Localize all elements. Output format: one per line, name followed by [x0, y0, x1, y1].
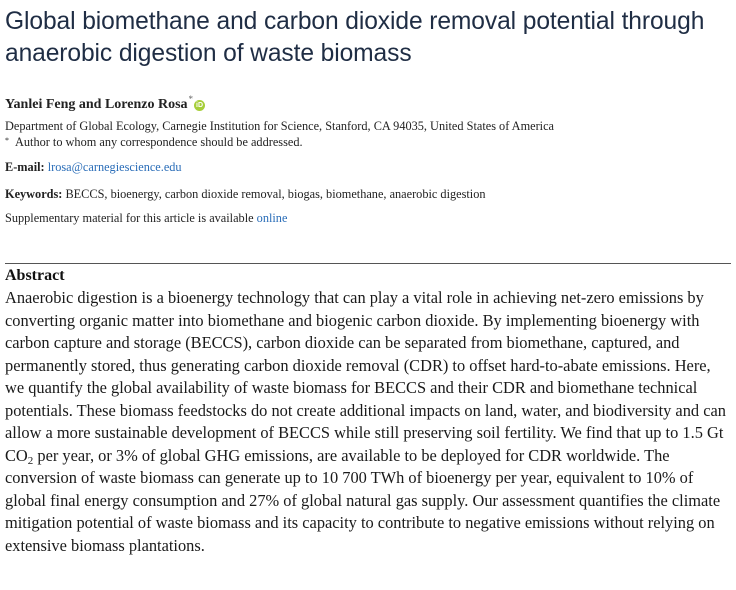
- keywords: [5, 187, 486, 202]
- correspondence-note: [5, 135, 303, 150]
- section-divider: [5, 263, 731, 264]
- correspondence-text: Author to whom any correspondence should be addressed.: [15, 135, 303, 149]
- email-link[interactable]: lrosa@carnegiescience.edu: [47, 160, 182, 174]
- article-title: Global biomethane and carbon dioxide removal potential through anaerobic digestion of waste biomass: [5, 8, 705, 67]
- supplementary-text: Supplementary material for this article is available: [5, 211, 254, 225]
- supplementary-note: [5, 211, 287, 226]
- keywords-list: BECCS, bioenergy, carbon dioxide removal, biogas, biomethane, anaerobic digestion: [65, 187, 486, 201]
- abstract-part-1: Anaerobic digestion is a bioenergy technology that can play a vital role in achieving net-zero emissions by converting organic matter into biomethane and biogenic carbon dioxide. By implementing bioenergy with carbon capture and storage (BECCS), carbon dioxide can be separated from biomethane, captured, and permanently stored, thus generating carbon dioxide removal (CDR) to offset hard-to-abate emissions. Here, we quantify the global availability of waste biomass for BECCS and their CDR and biomethane technical potentials. These biomass feedstocks do not create additional impacts on land, water, and biodiversity and can allow a more sustainable development of BECCS while still preserving soil fertility. We find that up to 1.5 Gt CO: [5, 288, 726, 465]
- co2-subscript: 2: [27, 454, 34, 467]
- email-label: E-mail:: [5, 160, 45, 174]
- abstract-body: [5, 287, 733, 557]
- corresponding-asterisk: *: [188, 94, 194, 104]
- abstract-heading: Abstract: [5, 267, 65, 284]
- email-line: [5, 160, 182, 175]
- affiliation: Department of Global Ecology, Carnegie Institution for Science, Stanford, CA 94035, United States of America: [5, 119, 555, 133]
- online-link[interactable]: online: [256, 211, 288, 225]
- abstract-part-2: per year, or 3% of global GHG emissions, are available to be deployed for CDR worldwide. The conversion of waste biomass can generate up to 10 700 TWh of bioenergy per year, equivalent to 10% of global final energy consumption and 27% of global natural gas supply. Our assessment quantifies the climate mitigation potential of waste biomass and its capacity to contribute to negative emissions without relying on extensive biomass plantations.: [5, 445, 721, 555]
- orcid-icon[interactable]: iD: [196, 102, 204, 109]
- correspondence-symbol: *: [5, 136, 9, 145]
- author-names: Yanlei Feng and Lorenzo Rosa: [5, 97, 188, 112]
- authors: [5, 94, 205, 113]
- keywords-label: Keywords:: [5, 187, 63, 201]
